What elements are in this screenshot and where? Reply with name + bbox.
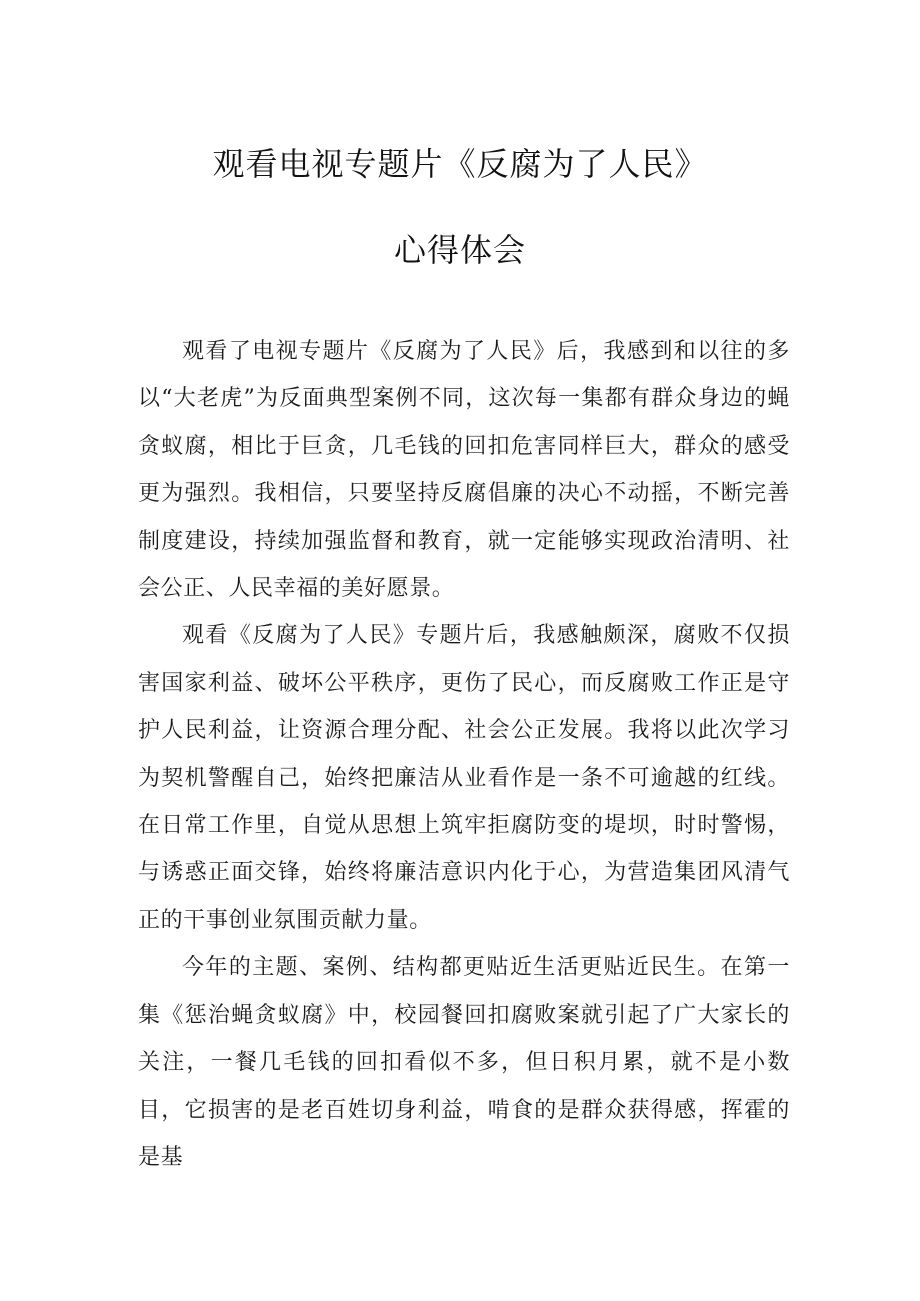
document-title-line-2: 心得体会 [393,231,526,269]
document-title-line-1: 观看电视专题片《反腐为了人民》 [212,145,708,183]
paragraph-2: 观看《反腐为了人民》专题片后，我感触颇深，腐败不仅损害国家利益、破坏公平秩序，更伤了民心，而反腐败工作正是守护人民利益，让资源合理分配、社会公正发展。我将以此次学习为契机警醒自己，始终把廉洁从业看作是一条不可逾越的红线。在日常工作里，自觉从思想上筑牢拒腐防变的堤坝，时时警惕，与诱惑正面交锋，始终将廉洁意识内化于心，为营造集团风清气正的干事创业氛围贡献力量。 [138,623,790,933]
paragraph-1: 观看了电视专题片《反腐为了人民》后，我感到和以往的多以“大老虎”为反面典型案例不同，这次每一集都有群众身边的蝇贪蚁腐，相比于巨贪，几毛钱的回扣危害同样巨大，群众的感受更为强烈。我相信，只要坚持反腐倡廉的决心不动摇，不断完善制度建设，持续加强监督和教育，就一定能够实现政治清明、社会公正、人民幸福的美好愿景。 [138,339,790,602]
paragraph-3: 今年的主题、案例、结构都更贴近生活更贴近民生。在第一集《惩治蝇贪蚁腐》中，校园餐回扣腐败案就引起了广大家长的关注，一餐几毛钱的回扣看似不多，但日积月累，就不是小数目，它损害的是老百姓切身利益，啃食的是群众获得感，挥霍的是基 [138,955,790,1170]
document-body [138,328,790,1181]
